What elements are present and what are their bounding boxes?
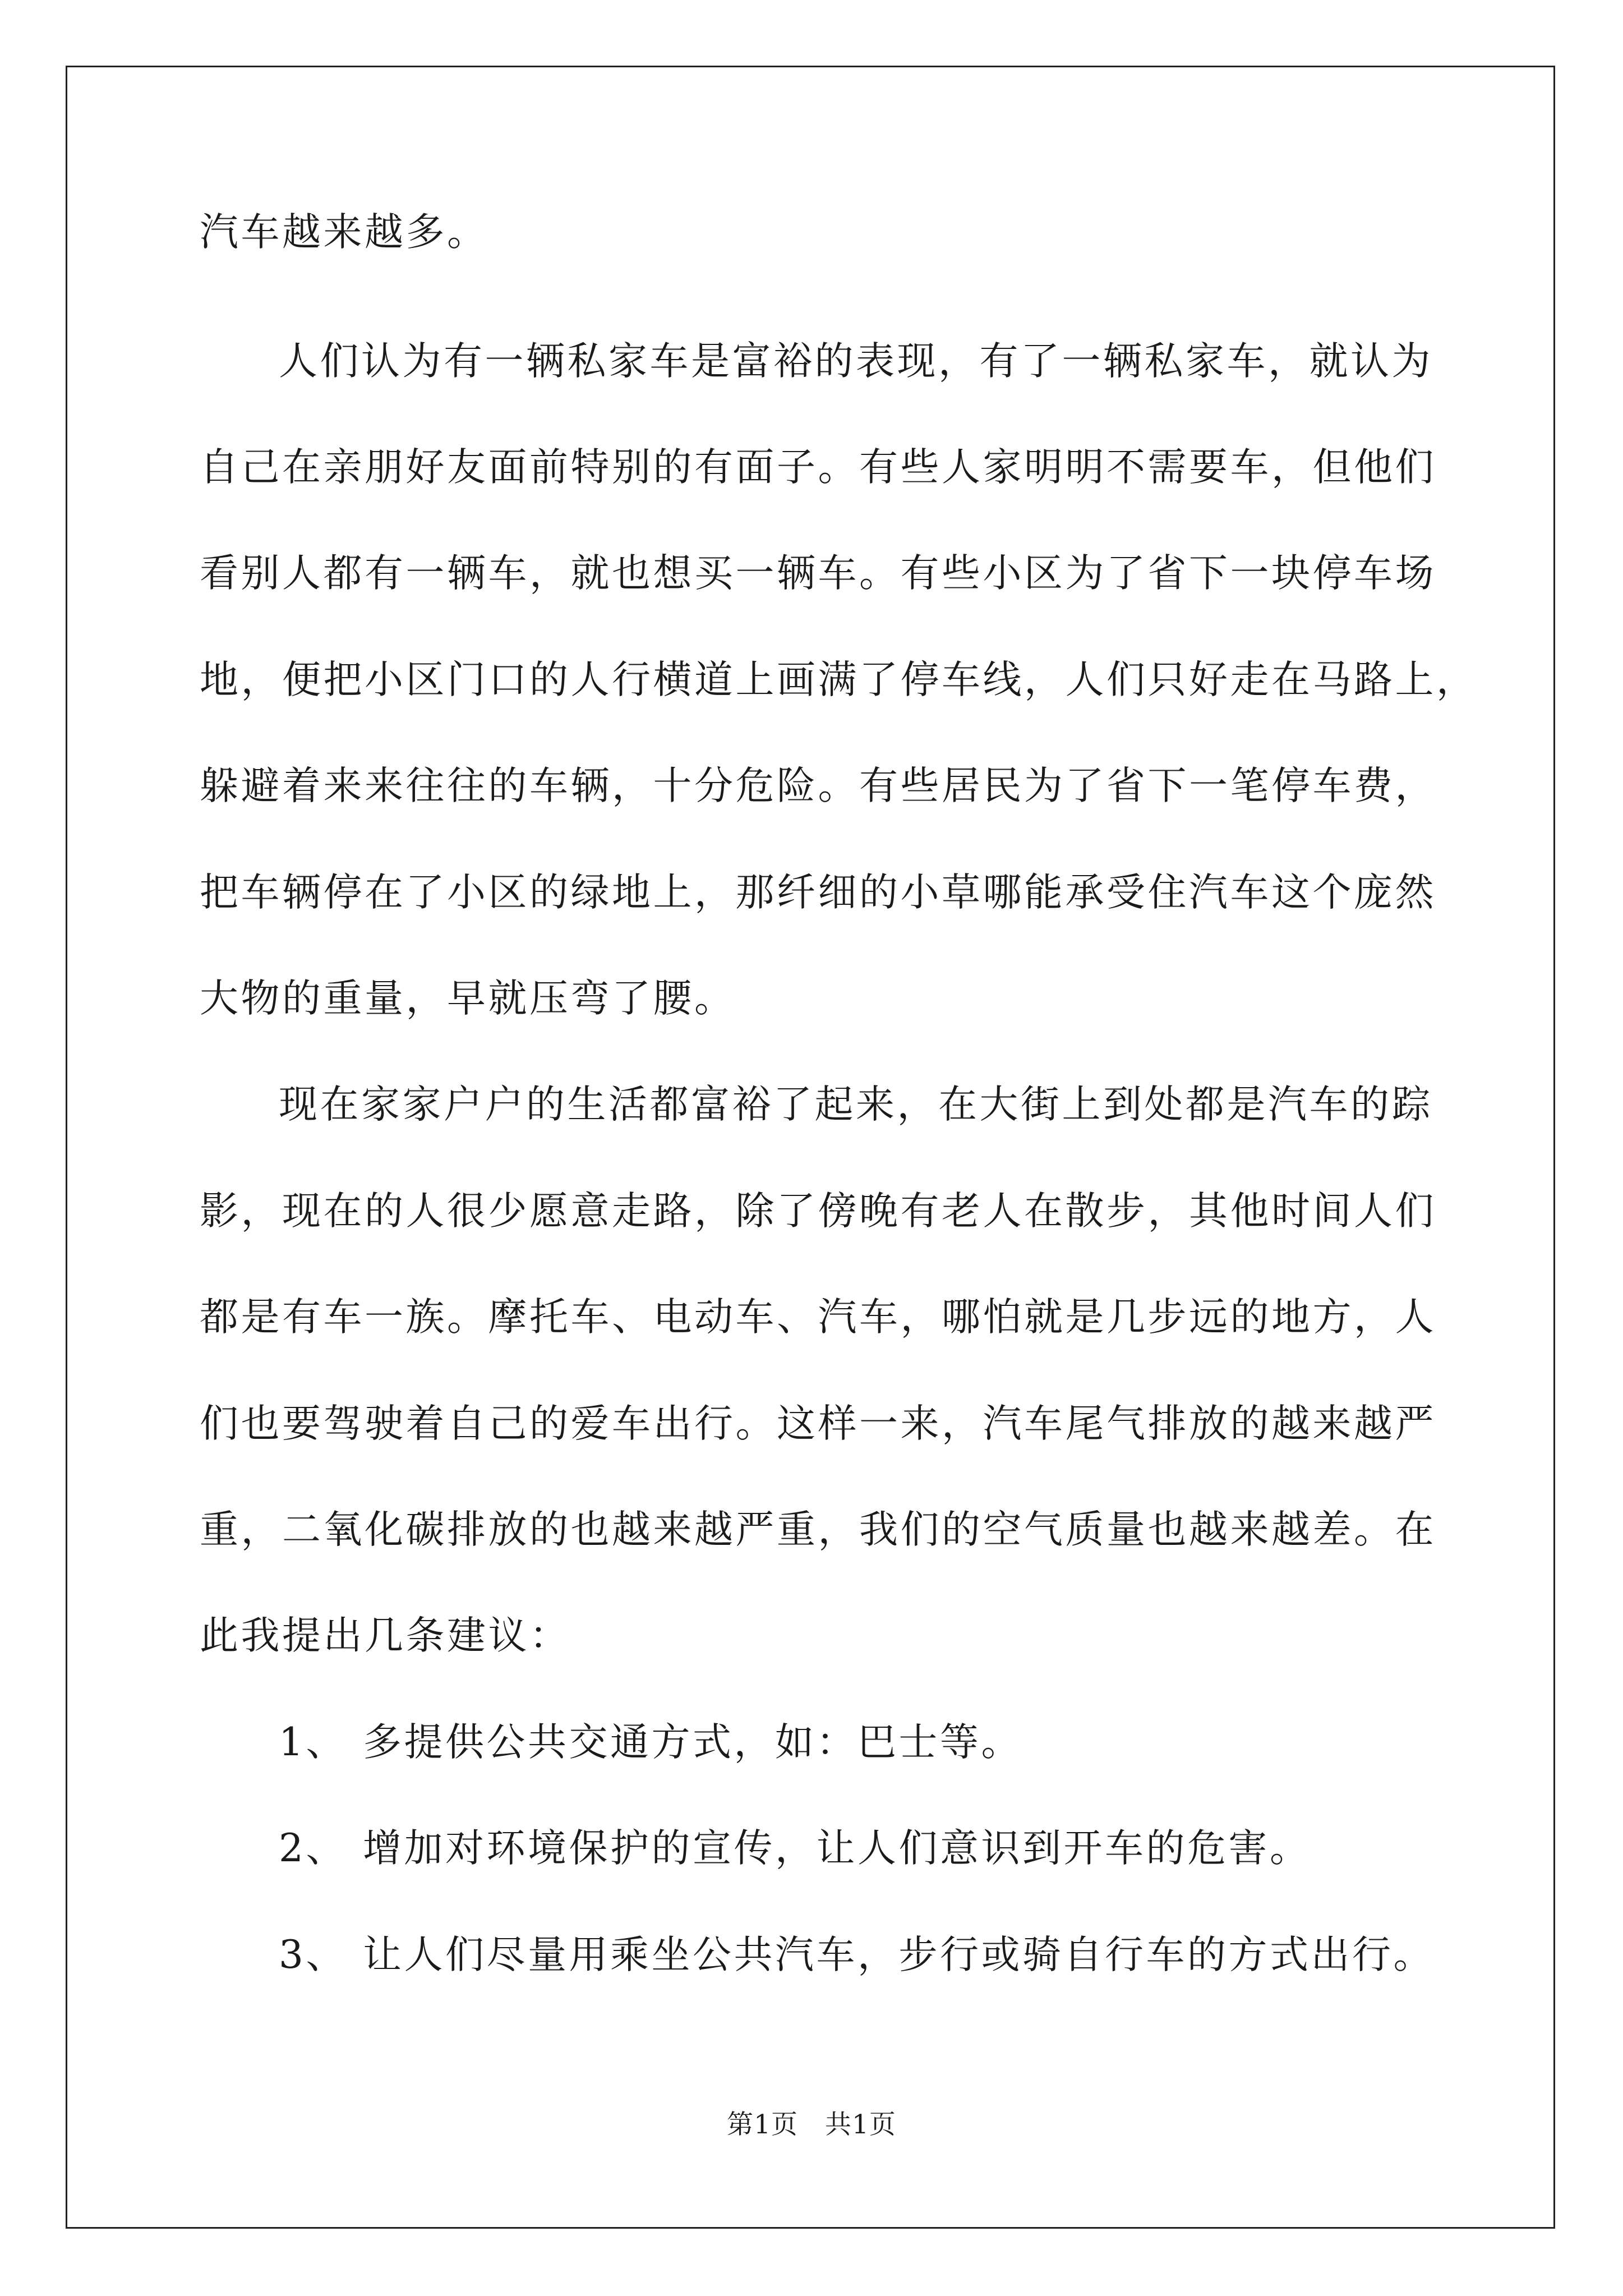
text-line: 现在家家户户的生活都富裕了起来，在大街上到处都是汽车的踪 [279,1082,1433,1127]
text-line: 躲避着来来往往的车辆，十分危险。有些居民为了省下一笔停车费， [200,763,1436,808]
list-item-text: 多提供公共交通方式，如：巴士等。 [363,1720,1022,1765]
text-line: 大物的重量，早就压弯了腰。 [200,976,736,1021]
list-item-text: 让人们尽量用乘坐公共汽车，步行或骑自行车的方式出行。 [363,1932,1435,1977]
page-footer: 第1页 共1页 [727,2109,896,2140]
text-line: 重，二氧化碳排放的也越来越严重，我们的空气质量也越来越差。在 [200,1507,1436,1552]
text-line: 人们认为有一辆私家车是富裕的表现，有了一辆私家车，就认为 [279,339,1433,384]
text-line: 自己在亲朋好友面前特别的有面子。有些人家明明不需要车，但他们 [200,445,1436,490]
text-line: 都是有车一族。摩托车、电动车、汽车，哪怕就是几步远的地方，人 [200,1295,1436,1340]
list-item-number: 2、 [279,1826,347,1871]
text-line: 汽车越来越多。 [200,210,488,255]
page-border [66,66,1555,2229]
list-item-number: 3、 [279,1932,347,1977]
text-line: 此我提出几条建议： [200,1613,571,1658]
text-line: 把车辆停在了小区的绿地上，那纤细的小草哪能承受住汽车这个庞然 [200,870,1436,915]
text-line: 影，现在的人很少愿意走路，除了傍晚有老人在散步，其他时间人们 [200,1189,1436,1234]
text-line: 地，便把小区门口的人行横道上画满了停车线，人们只好走在马路上， [200,657,1478,702]
list-item [279,1929,1435,1981]
list-item [279,1823,1311,1874]
text-line: 看别人都有一辆车，就也想买一辆车。有些小区为了省下一块停车场 [200,551,1436,596]
list-item-number: 1、 [279,1720,347,1765]
text-line: 们也要驾驶着自己的爱车出行。这样一来，汽车尾气排放的越来越严 [200,1401,1436,1446]
list-item-text: 增加对环境保护的宣传，让人们意识到开车的危害。 [363,1826,1311,1871]
list-item [279,1717,1022,1768]
